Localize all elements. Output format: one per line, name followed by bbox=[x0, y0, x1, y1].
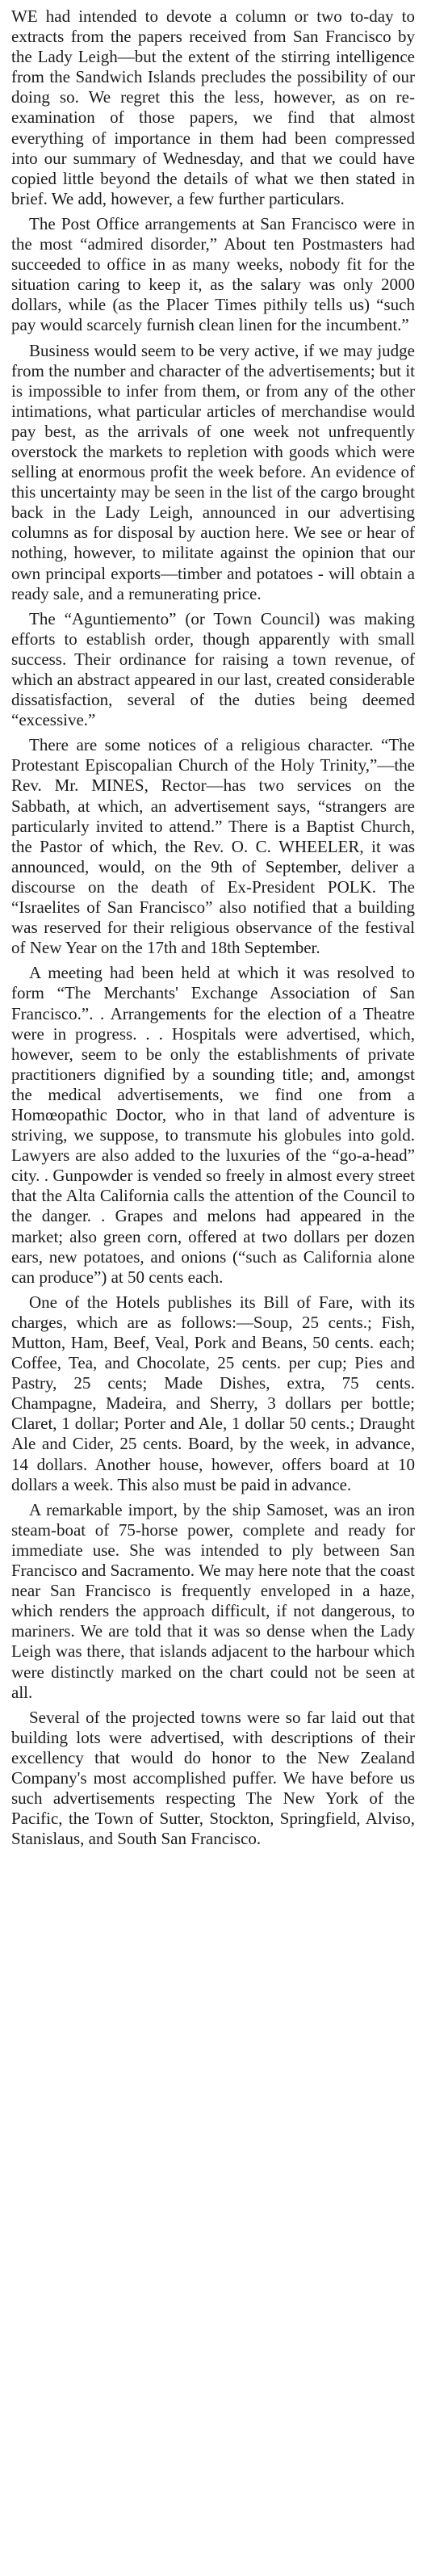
paragraph-projected-towns: Several of the projected towns were so far laid out that building lots were advertised, with descriptions of their excellency that would do honor to the New Zealand Company's most accomplished puffer. We have before us such advertisements respecting The New York of the Pacific, the Town of Sutter, Stockton, Springfield, Alviso, Stanislaus, and South San Francisco. bbox=[11, 1707, 415, 1849]
paragraph-post-office: The Post Office arrangements at San Francisco were in the most “admired disorder,” About ten Postmasters had succeeded to office in as many weeks, nobody fit for the situation caring to keep it, as the salary was only 2000 dollars, while (as the Placer Times pithily tells us) “such pay would scarcely furnish clean linen for the incumbent.” bbox=[11, 213, 415, 335]
paragraph-hotel-bill-of-fare: One of the Hotels publishes its Bill of Fare, with its charges, which are as follows:—Soup, 25 cents.; Fish, Mutton, Ham, Beef, Veal, Pork and Beans, 50 cents. each; Coffee, Tea, and Chocolate, 25 cents. per cup; Pies and Pastry, 25 cents; Made Dishes, extra, 75 cents. Champagne, Madeira, and Sherry, 3 dollars per bottle; Claret, 1 dollar; Porter and Ale, 1 dollar 50 cents.; Draught Ale and Cider, 25 cents. Board, by the week, in advance, 14 dollars. Another house, however, offers board at 10 dollars a week. This also must be paid in advance. bbox=[11, 1292, 415, 1494]
paragraph-merchants-exchange: A meeting had been held at which it was resolved to form “The Merchants' Exchange Association of San Francisco.”. . Arrangements for the election of a Theatre were in progress. . . Hospitals were advertised, which, however, seem to be only the establishments of private practitioners dignified by a sounding title; and, amongst the medical advertisements, we find one from a Homœopathic Doctor, who in that land of adventure is striving, we suppose, to transmute his globules into gold. Lawyers are also added to the luxuries of the “go-a-head” city. . Gunpowder is vended so freely in almost every street that the Alta California calls the attention of the Council to the danger. . Grapes and melons had appeared in the market; also green corn, offered at two dollars per dozen ears, new potatoes, and onions (“such as California alone can produce”) at 50 cents each. bbox=[11, 963, 415, 1287]
article-column bbox=[11, 6, 415, 1854]
paragraph-business: Business would seem to be very active, if we may judge from the number and character of the advertisements; but it is impossible to infer from them, or from any of the other intimations, what particular articles of merchandise would pay best, as the arrivals of one week not unfrequently overstock the markets to repletion with goods which were selling at enormous profit the week before. An evidence of this uncertainty may be seen in the list of the cargo brought back in the Lady Leigh, announced in our advertising columns as for disposal by auction here. We see or hear of nothing, however, to militate against the opinion that our own principal exports—timber and potatoes - will obtain a ready sale, and a remunerating price. bbox=[11, 340, 415, 603]
paragraph-town-council: The “Aguntiemento” (or Town Council) was making efforts to establish order, though apparently with small success. Their ordinance for raising a town revenue, of which an abstract appeared in our last, created considerable dissatisfaction, several of the duties being deemed “excessive.” bbox=[11, 608, 415, 730]
paragraph-steam-boat: A remarkable import, by the ship Samoset, was an iron steam-boat of 75-horse power, complete and ready for immediate use. She was intended to ply between San Francisco and Sacramento. We may here note that the coast near San Francisco is frequently enveloped in a haze, which renders the approach difficult, if not dangerous, to mariners. We are told that it was so dense when the Lady Leigh was there, that islands adjacent to the harbour which were distinctly marked on the chart could not be seen at all. bbox=[11, 1499, 415, 1702]
paragraph-intro: WE had intended to devote a column or two to-day to extracts from the papers received from San Francisco by the Lady Leigh—but the extent of the stirring intelligence from the Sandwich Islands precludes the possibility of our doing so. We regret this the less, however, as on re-examination of those papers, we find that almost everything of importance in them had been compressed into our summary of Wednesday, and that we could have copied little beyond the details of what we then stated in brief. We add, however, a few further particulars. bbox=[11, 6, 415, 208]
paragraph-religious: There are some notices of a religious character. “The Protestant Episcopalian Church of the Holy Trinity,”—the Rev. Mr. MINES, Rector—has two services on the Sabbath, at which, an advertisement says, “strangers are particularly invited to attend.” There is a Baptist Church, the Pastor of which, the Rev. O. C. WHEELER, it was announced, would, on the 9th of September, deliver a discourse on the death of Ex-President POLK. The “Israelites of San Francisco” also notified that a building was reserved for their religious observance of the festival of New Year on the 17th and 18th September. bbox=[11, 735, 415, 958]
